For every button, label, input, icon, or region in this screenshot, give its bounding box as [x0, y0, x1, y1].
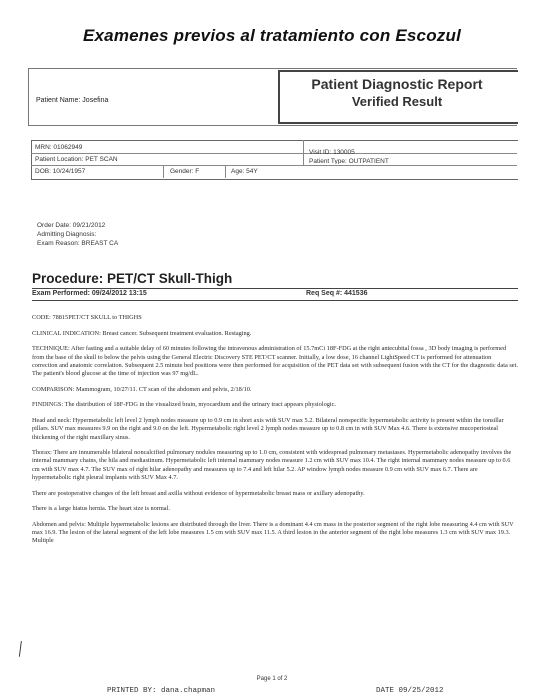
hiatus-hernia: There is a large hiatus hernia. The heart size is normal.	[32, 505, 170, 513]
postoperative: There are postoperative changes of the left breast and axilla without evidence of hypermetabolic breast mass or axillary adenopathy.	[32, 489, 365, 497]
report-title: Patient Diagnostic Report	[311, 76, 483, 92]
exam-reason: Exam Reason: BREAST CA	[37, 240, 119, 247]
exam-performed: Exam Performed: 09/24/2012 13:15	[32, 290, 147, 297]
handwritten-check-mark: ╱	[14, 641, 27, 657]
procedure-title: Procedure: PET/CT Skull-Thigh	[32, 271, 233, 286]
printed-by: PRINTED BY: dana.chapman	[107, 687, 216, 695]
comparison: COMPARISON: Mammogram, 10/27/11. CT scan of the abdomen and pelvis, 2/18/10.	[32, 385, 252, 393]
admitting-diagnosis: Admitting Diagnosis:	[37, 231, 97, 238]
thorax: Thorax: There are innumerable bilateral noncalcified pulmonary nodules measuring up to 1.0 cm, consistent with widespread pulmonary metastases. Hypermetabolic adenopathy involves the internal mammary chains, the hila and mediastinum. Hypermetabolic left internal mammary nodes measure 1.2 cm with SUV max 10.4. The right internal mammary nodes measure up to 0.6 cm with SUV max 4.7. The SUV max of right hilar adenopathy and measures up to 7.4 and left hilar 5.2. AP window lymph nodes measure 0.9 cm with SUV max 6.7. There are hypermetabolic right pleural implants with SUV Max 4.7.	[32, 449, 512, 481]
info-column-divider	[163, 165, 164, 178]
report-body	[32, 314, 518, 553]
info-row-divider	[31, 153, 517, 154]
gender-field: Gender: F	[170, 168, 200, 175]
procedure-rule	[32, 300, 518, 301]
report-subtitle: Verified Result	[351, 94, 443, 109]
head-and-neck: Head and neck: Hypermetabolic left level 2 lymph nodes measure up to 0.9 cm in short axis with SUV max 5.2. Bilateral nonspecific hypermetabolic activity is present within the tonsillar pillars. SUV max measures 9.9 on the right and 9.0 on the left. Hypermetabolic right level 2 lymph nodes measure up to 0.8 cm in with SUV Max 4.6. There is extensive mucoperiosteal thickening of the right maxillary sinus.	[32, 417, 504, 441]
page-number: Page 1 of 2	[256, 676, 288, 682]
info-column-divider	[225, 165, 226, 178]
document-banner: Examenes previos al tratamiento con Escozul	[82, 26, 461, 45]
clinical-indication: CLINICAL INDICATION: Breast cancer. Subsequent treatment evaluation. Restaging.	[32, 329, 252, 337]
abdomen-and-pelvis: Abdomen and pelvis: Multiple hypermetabolic lesions are distributed through the liver. There is a dominant 4.4 cm mass in the posterior segment of the right lobe measuring 4.4 cm with SUV max 16.9. The lesion of the lateral segment of the left lobe measures 1.5 cm with SUV max 11.5. A third lesion in the anterior segment of the right lobe measures 1.3 cm with SUV max 19.3. Multiple	[32, 520, 514, 545]
patient-type-field: Patient Type: OUTPATIENT	[309, 158, 389, 164]
mrn-field: MRN: 01062949	[35, 144, 83, 151]
patient-location-field: Patient Location: PET SCAN	[35, 156, 118, 163]
info-row-divider	[31, 165, 517, 166]
print-date: DATE 09/25/2012	[376, 687, 444, 695]
patient-name: Patient Name: Josefina	[36, 97, 109, 104]
age-field: Age: 54Y	[231, 168, 258, 175]
order-date: Order Date: 09/21/2012	[37, 222, 106, 229]
req-seq: Req Seq #: 441536	[306, 290, 368, 297]
info-column-divider	[303, 140, 304, 165]
code-line: CODE: 78815PET/CT SKULL to THIGHS	[32, 314, 142, 321]
findings: FINDINGS: The distribution of 18F-FDG in the visualized brain, myocardium and the urinary tract appears physiologic.	[32, 401, 336, 409]
technique: TECHNIQUE: After fasting and a suitable delay of 60 minutes following the intravenous administration of 15.7mCi 18F-FDG at the right antecubital fossa , 3D body imaging is performed from the base of the skull to below the pelvis using the General Electric Discovery STE PET/CT scanner. Initially, a low dose, 16 channel LightSpeed CT is performed for attenuation correction and anatomic correlation. Subsequent 2.5 minute bed positions were then performed for acquisition of the PET data set with subsequent fusion with the CT for the diagnostic data set. The patient's blood glucose at the time of injection was 97 mg/dL.	[32, 345, 518, 378]
dob-field: DOB: 10/24/1957	[35, 168, 86, 175]
visit-id-field: Visit ID: 130005	[309, 149, 355, 156]
procedure-rule	[32, 288, 518, 289]
